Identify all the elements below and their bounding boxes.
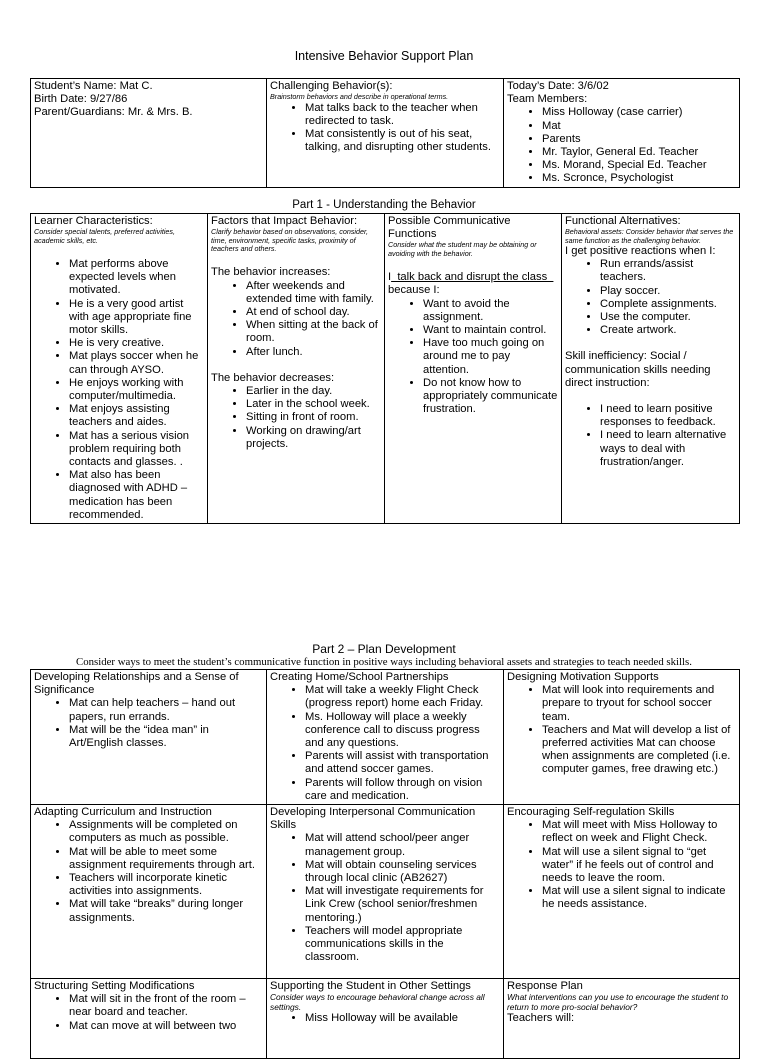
- part2-title: Part 2 – Plan Development: [312, 642, 456, 656]
- list-item: • I need to learn alternative ways to deal with frustration/anger.: [600, 429, 736, 469]
- list-item: • Mat will obtain counseling services through local clinic (AB2627): [305, 859, 500, 885]
- interpersonal-list: [270, 832, 500, 964]
- self-regulation-list: [507, 819, 736, 911]
- skill-inefficiency-text: Skill inefficiency: Social / communication skills needing direct instruction:: [565, 350, 711, 389]
- communicative-functions-label: Possible Communicative Functions: [388, 215, 511, 241]
- list-item: • Parents: [542, 133, 736, 146]
- motivation-label: Designing Motivation Supports: [507, 671, 659, 683]
- relationships-list: [34, 697, 263, 750]
- list-item: • Play soccer.: [600, 285, 736, 298]
- list-item: • Mat enjoys assisting teachers and aides.: [69, 403, 204, 429]
- interpersonal-label: Developing Interpersonal Communication Skills: [270, 806, 476, 832]
- list-item: • Mat will look into requirements and prepare to tryout for school soccer team.: [542, 684, 736, 724]
- functional-alternatives-label: Functional Alternatives:: [565, 215, 681, 227]
- part2-table: [30, 669, 740, 1059]
- list-item: • Mat can help teachers – hand out papers, run errands.: [69, 697, 263, 723]
- communicative-functions-list: [388, 298, 558, 417]
- other-settings-label: Supporting the Student in Other Settings: [270, 980, 471, 993]
- self-regulation-label: Encouraging Self-regulation Skills: [507, 806, 675, 819]
- home-school-cell: [267, 670, 504, 805]
- factors-note: Clarify behavior based on observations, consider, time, environment, specific tasks, proximity of teachers and others.: [211, 227, 369, 254]
- list-item: • Mat will be the “idea man” in Art/English classes.: [69, 724, 263, 750]
- relationships-label: Developing Relationships and a Sense of Significance: [34, 671, 239, 697]
- part1-table: [30, 213, 740, 524]
- student-info-cell: [31, 79, 267, 188]
- factors-label: Factors that Impact Behavior:: [211, 215, 358, 227]
- list-item: • Mat will use a silent signal to indicate he needs assistance.: [542, 885, 736, 911]
- learner-characteristics-list: [34, 258, 204, 522]
- header-table: [30, 78, 740, 188]
- response-plan-note: What interventions can you use to encourage the student to return to more pro-social behavior?: [507, 992, 729, 1012]
- list-item: • Create artwork.: [600, 324, 736, 337]
- list-item: • Sitting in front of room.: [246, 411, 381, 424]
- list-item: • Parents will assist with transportation and attend soccer games.: [305, 750, 500, 776]
- parent-guardians: Parent/Guardians: Mr. & Mrs. B.: [34, 106, 193, 119]
- home-school-label: Creating Home/School Partnerships: [270, 671, 449, 683]
- list-item: • Ms. Scronce, Psychologist: [542, 172, 736, 185]
- list-item: • Teachers and Mat will develop a list of preferred activities Mat can choose when assignments are completed (i.e. computer games, free drawing etc.): [542, 724, 736, 777]
- list-item: • Mat will attend school/peer anger management group.: [305, 832, 500, 858]
- curriculum-label: Adapting Curriculum and Instruction: [34, 806, 212, 819]
- relationships-cell: [31, 670, 267, 805]
- list-item: • Miss Holloway (case carrier): [542, 106, 736, 119]
- response-plan-cell: [504, 979, 740, 1059]
- setting-modifications-list: [34, 993, 263, 1033]
- curriculum-cell: [31, 805, 267, 979]
- challenging-behavior-note: Brainstorm behaviors and describe in operational terms.: [270, 92, 449, 102]
- self-regulation-cell: [504, 805, 740, 979]
- functional-alternatives-note: Behavioral assets: Consider behavior that serves the same function as the challenging behavior.: [565, 227, 734, 245]
- list-item: • Assignments will be completed on computers as much as possible.: [69, 819, 263, 845]
- list-item: • Mat consistently is out of his seat, talking, and disrupting other students.: [305, 128, 500, 154]
- list-item: • Mat has a serious vision problem requiring both contacts and glasses. .: [69, 430, 204, 470]
- communicative-functions-cell: [385, 214, 562, 524]
- list-item: • Mat can move at will between two: [69, 1020, 263, 1033]
- list-item: • Miss Holloway will be available: [305, 1012, 500, 1025]
- list-item: • Parents will follow through on vision care and medication.: [305, 777, 500, 803]
- other-settings-cell: [267, 979, 504, 1059]
- list-item: • Mat: [542, 120, 736, 133]
- behavior-increases-label: The behavior increases:: [211, 266, 331, 279]
- list-item: • He is a very good artist with age appropriate fine motor skills.: [69, 298, 204, 338]
- list-item: • Use the computer.: [600, 311, 736, 324]
- interpersonal-cell: [267, 805, 504, 979]
- response-plan-tail: Teachers will:: [507, 1012, 575, 1025]
- list-item: • Mat will take “breaks” during longer assignments.: [69, 898, 263, 924]
- behavior-decreases-list: [211, 385, 381, 451]
- positive-reactions-list: [565, 258, 736, 337]
- setting-modifications-label: Structuring Setting Modifications: [34, 980, 195, 993]
- motivation-cell: [504, 670, 740, 805]
- list-item: • Mat will use a silent signal to “get water” if he feels out of control and needs to leave the room.: [542, 846, 736, 886]
- list-item: • Working on drawing/art projects.: [246, 425, 381, 451]
- learner-characteristics-cell: [31, 214, 208, 524]
- list-item: • Have too much going on around me to pay attention.: [423, 337, 558, 377]
- statement-because: because I:: [388, 284, 440, 297]
- challenging-behavior-list: [270, 102, 500, 155]
- behavior-decreases-label: The behavior decreases:: [211, 371, 335, 384]
- document-title: Intensive Behavior Support Plan: [294, 49, 474, 63]
- statement-behavior: talk back and disrupt the class: [391, 271, 554, 284]
- list-item: • Mat performs above expected levels when motivated.: [69, 258, 204, 298]
- motivation-list: [507, 684, 736, 776]
- list-item: • Teachers will model appropriate communications skills in the classroom.: [305, 925, 500, 965]
- list-item: • After weekends and extended time with family.: [246, 280, 381, 306]
- setting-modifications-cell: [31, 979, 267, 1059]
- learner-characteristics-note: Consider special talents, preferred activities, academic skills, etc.: [34, 227, 176, 245]
- list-item: • Teachers will incorporate kinetic activities into assignments.: [69, 872, 263, 898]
- list-item: • Earlier in the day.: [246, 385, 381, 398]
- part1-title: Part 1 - Understanding the Behavior: [292, 199, 476, 211]
- list-item: • Later in the school week.: [246, 398, 381, 411]
- list-item: • Mr. Taylor, General Ed. Teacher: [542, 146, 736, 159]
- todays-date: Today’s Date: 3/6/02: [507, 80, 609, 92]
- function-statement: [388, 271, 558, 297]
- birth-date: Birth Date: 9/27/86: [34, 93, 128, 106]
- list-item: • Do not know how to appropriately communicate frustration.: [423, 377, 558, 417]
- list-item: • When sitting at the back of room.: [246, 319, 381, 345]
- list-item: • Run errands/assist teachers.: [600, 258, 736, 284]
- communicative-functions-note: Consider what the student may be obtaining or avoiding with the behavior.: [388, 240, 537, 258]
- team-cell: [504, 79, 740, 188]
- list-item: • Ms. Holloway will place a weekly conference call to discuss progress and any questions.: [305, 711, 500, 751]
- other-settings-note: Consider ways to encourage behavioral change across all settings.: [270, 992, 485, 1012]
- skill-needs-list: [565, 403, 736, 469]
- list-item: • Mat will take a weekly Flight Check (progress report) home each Friday.: [305, 684, 500, 710]
- list-item: • Mat will meet with Miss Holloway to reflect on week and Flight Check.: [542, 819, 736, 845]
- factors-cell: [208, 214, 385, 524]
- list-item: • Mat also has been diagnosed with ADHD – medication has been recommended.: [69, 469, 204, 522]
- home-school-list: [270, 684, 500, 803]
- challenging-behavior-label: Challenging Behavior(s):: [270, 80, 393, 92]
- team-members-list: [507, 106, 736, 185]
- positive-reactions-intro: I get positive reactions when I:: [565, 245, 716, 258]
- challenging-behavior-cell: [267, 79, 504, 188]
- student-name: Student’s Name: Mat C.: [34, 80, 153, 92]
- list-item: • Want to avoid the assignment.: [423, 298, 558, 324]
- list-item: • Want to maintain control.: [423, 324, 558, 337]
- list-item: • He enjoys working with computer/multimedia.: [69, 377, 204, 403]
- functional-alternatives-cell: [562, 214, 740, 524]
- statement-i: I: [388, 271, 392, 284]
- list-item: • Mat plays soccer when he can through AYSO.: [69, 350, 204, 376]
- list-item: • He is very creative.: [69, 337, 204, 350]
- curriculum-list: [34, 819, 263, 925]
- list-item: • After lunch.: [246, 346, 381, 359]
- list-item: • At end of school day.: [246, 306, 381, 319]
- learner-characteristics-label: Learner Characteristics:: [34, 215, 153, 227]
- part2-subtitle: Consider ways to meet the student’s communicative function in positive ways including behavioral assets and strategies to teach needed skills.: [76, 656, 692, 668]
- list-item: • Mat will investigate requirements for Link Crew (school senior/freshmen mentoring.): [305, 885, 500, 925]
- list-item: • Mat will be able to meet some assignment requirements through art.: [69, 846, 263, 872]
- response-plan-label: Response Plan: [507, 980, 583, 993]
- list-item: • Complete assignments.: [600, 298, 736, 311]
- list-item: • Mat will sit in the front of the room – near board and teacher.: [69, 993, 263, 1019]
- list-item: • I need to learn positive responses to feedback.: [600, 403, 736, 429]
- team-members-label: Team Members:: [507, 93, 588, 106]
- list-item: • Mat talks back to the teacher when redirected to task.: [305, 102, 500, 128]
- behavior-increases-list: [211, 280, 381, 359]
- list-item: • Ms. Morand, Special Ed. Teacher: [542, 159, 736, 172]
